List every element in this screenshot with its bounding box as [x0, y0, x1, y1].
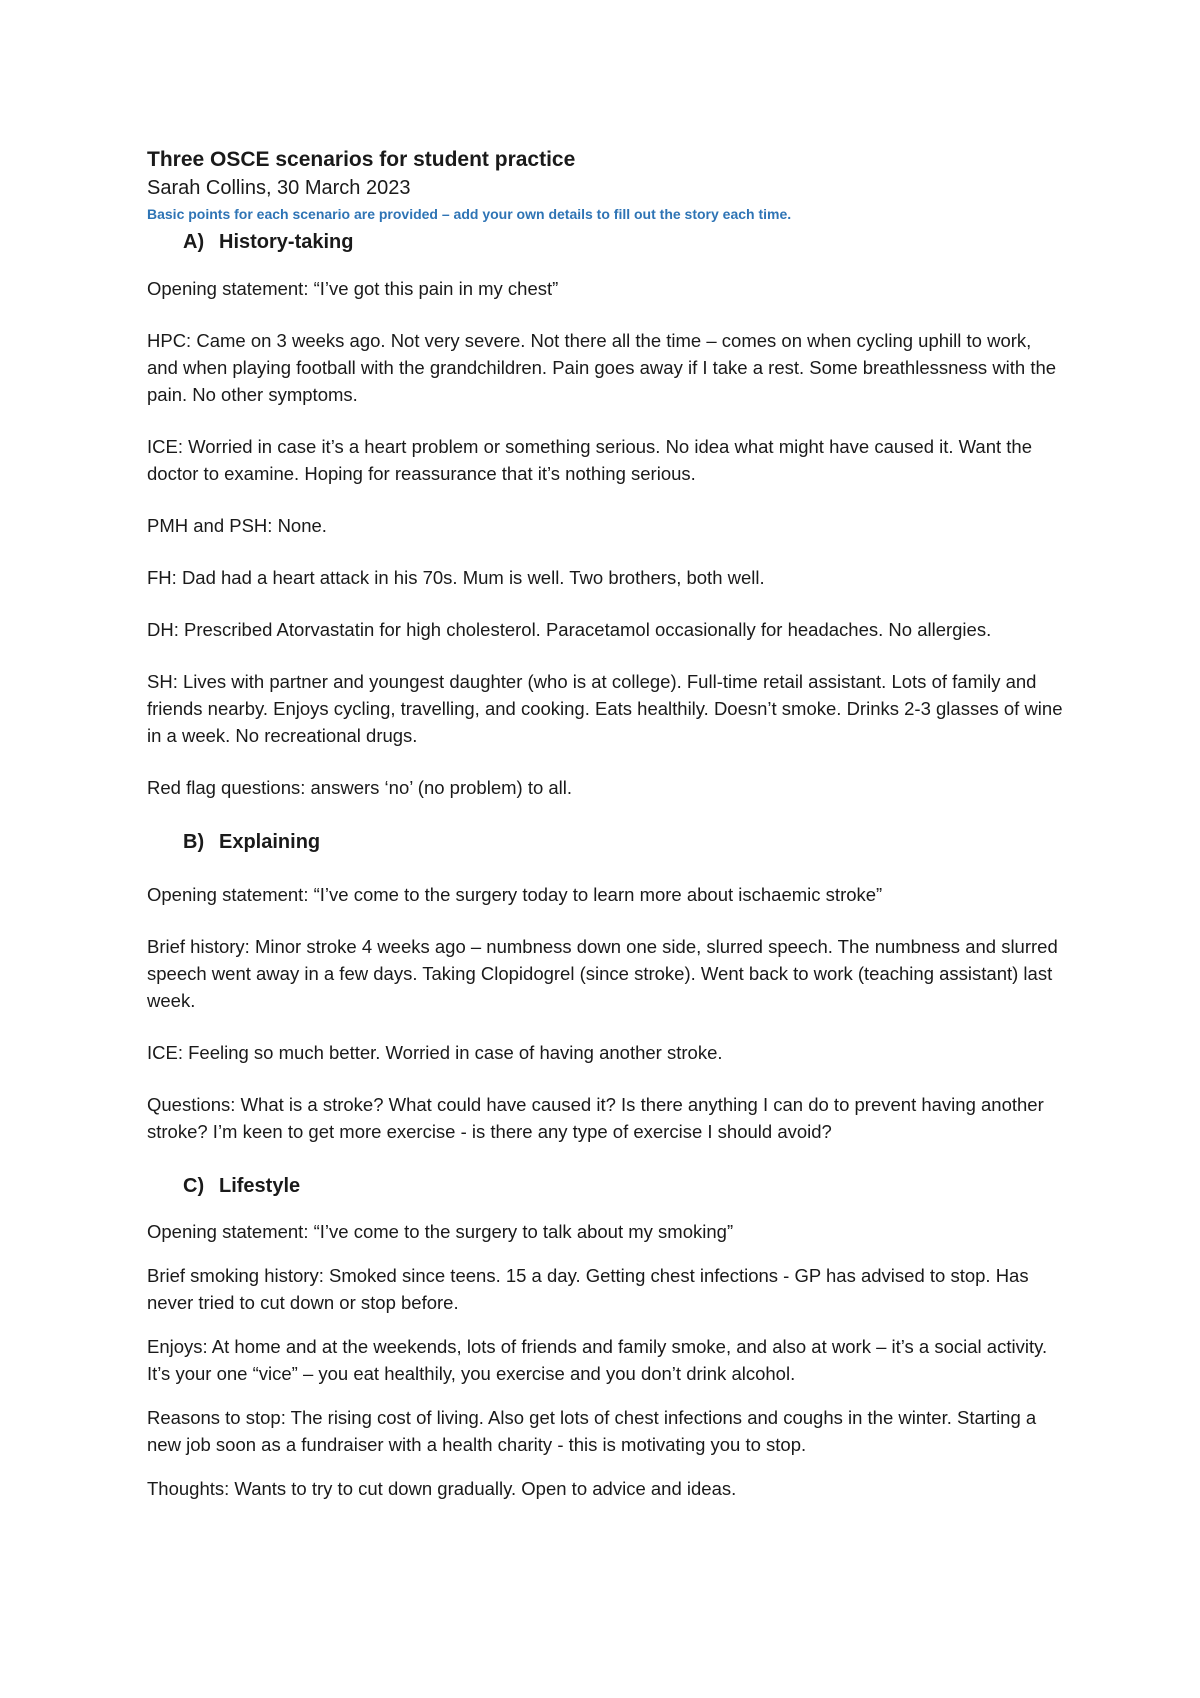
author-date: Sarah Collins, 30 March 2023	[147, 177, 411, 199]
section-history-taking	[147, 228, 1067, 801]
paragraph: ICE: Worried in case it’s a heart problem or something serious. No idea what might have caused it. Want the doctor to examine. Hoping for reassurance that it’s nothing serious.	[147, 436, 1033, 484]
section-heading	[147, 1172, 1067, 1200]
paragraph: Enjoys: At home and at the weekends, lots of friends and family smoke, and also at work – it’s a social activity. It’s your one “vice” – you eat healthily, you exercise and you don’t drink alcohol.	[147, 1336, 1048, 1384]
paragraph: Brief history: Minor stroke 4 weeks ago – numbness down one side, slurred speech. The numbness and slurred speech went away in a few days. Taking Clopidogrel (since stroke). Went back to work (teaching assistant) last week.	[147, 936, 1058, 1011]
document-page	[147, 146, 1067, 1502]
paragraph: FH: Dad had a heart attack in his 70s. Mum is well. Two brothers, both well.	[147, 567, 765, 588]
instruction-note: Basic points for each scenario are provided – add your own details to fill out the story each time.	[147, 206, 792, 222]
paragraph: Red flag questions: answers ‘no’ (no problem) to all.	[147, 777, 573, 798]
paragraph: Brief smoking history: Smoked since teens. 15 a day. Getting chest infections - GP has advised to stop. Has never tried to cut down or stop before.	[147, 1265, 1029, 1313]
paragraph: Opening statement: “I’ve come to the surgery to talk about my smoking”	[147, 1221, 734, 1242]
document-title: Three OSCE scenarios for student practice	[147, 148, 576, 171]
section-title: History-taking	[219, 231, 354, 253]
section-title: Lifestyle	[219, 1175, 301, 1197]
paragraph: Opening statement: “I’ve got this pain in my chest”	[147, 278, 559, 299]
section-heading	[147, 228, 1067, 256]
paragraph: Thoughts: Wants to try to cut down gradually. Open to advice and ideas.	[147, 1478, 737, 1499]
section-letter: C)	[183, 1175, 205, 1197]
section-letter: A)	[183, 231, 205, 253]
paragraph: DH: Prescribed Atorvastatin for high cholesterol. Paracetamol occasionally for headaches. No allergies.	[147, 619, 992, 640]
section-explaining	[147, 828, 1067, 1145]
paragraph: PMH and PSH: None.	[147, 515, 327, 536]
paragraph: SH: Lives with partner and youngest daughter (who is at college). Full-time retail assistant. Lots of family and friends nearby. Enjoys cycling, travelling, and cooking. Eats healthily. Doesn’t smoke. Drinks 2-3 glasses of wine in a week. No recreational drugs.	[147, 671, 1063, 746]
section-letter: B)	[183, 831, 205, 853]
paragraph: Opening statement: “I’ve come to the surgery today to learn more about ischaemic stroke”	[147, 884, 883, 905]
paragraph: Questions: What is a stroke? What could have caused it? Is there anything I can do to prevent having another stroke? I’m keen to get more exercise - is there any type of exercise I should avoid?	[147, 1094, 1044, 1142]
section-lifestyle	[147, 1172, 1067, 1502]
paragraph: ICE: Feeling so much better. Worried in case of having another stroke.	[147, 1042, 723, 1063]
paragraph: HPC: Came on 3 weeks ago. Not very severe. Not there all the time – comes on when cycling uphill to work, and when playing football with the grandchildren. Pain goes away if I take a rest. Some breathlessness with the pain. No other symptoms.	[147, 330, 1057, 405]
paragraph: Reasons to stop: The rising cost of living. Also get lots of chest infections and coughs in the winter. Starting a new job soon as a fundraiser with a health charity - this is motivating you to stop.	[147, 1407, 1037, 1455]
section-heading	[147, 828, 1067, 856]
section-title: Explaining	[219, 831, 321, 853]
